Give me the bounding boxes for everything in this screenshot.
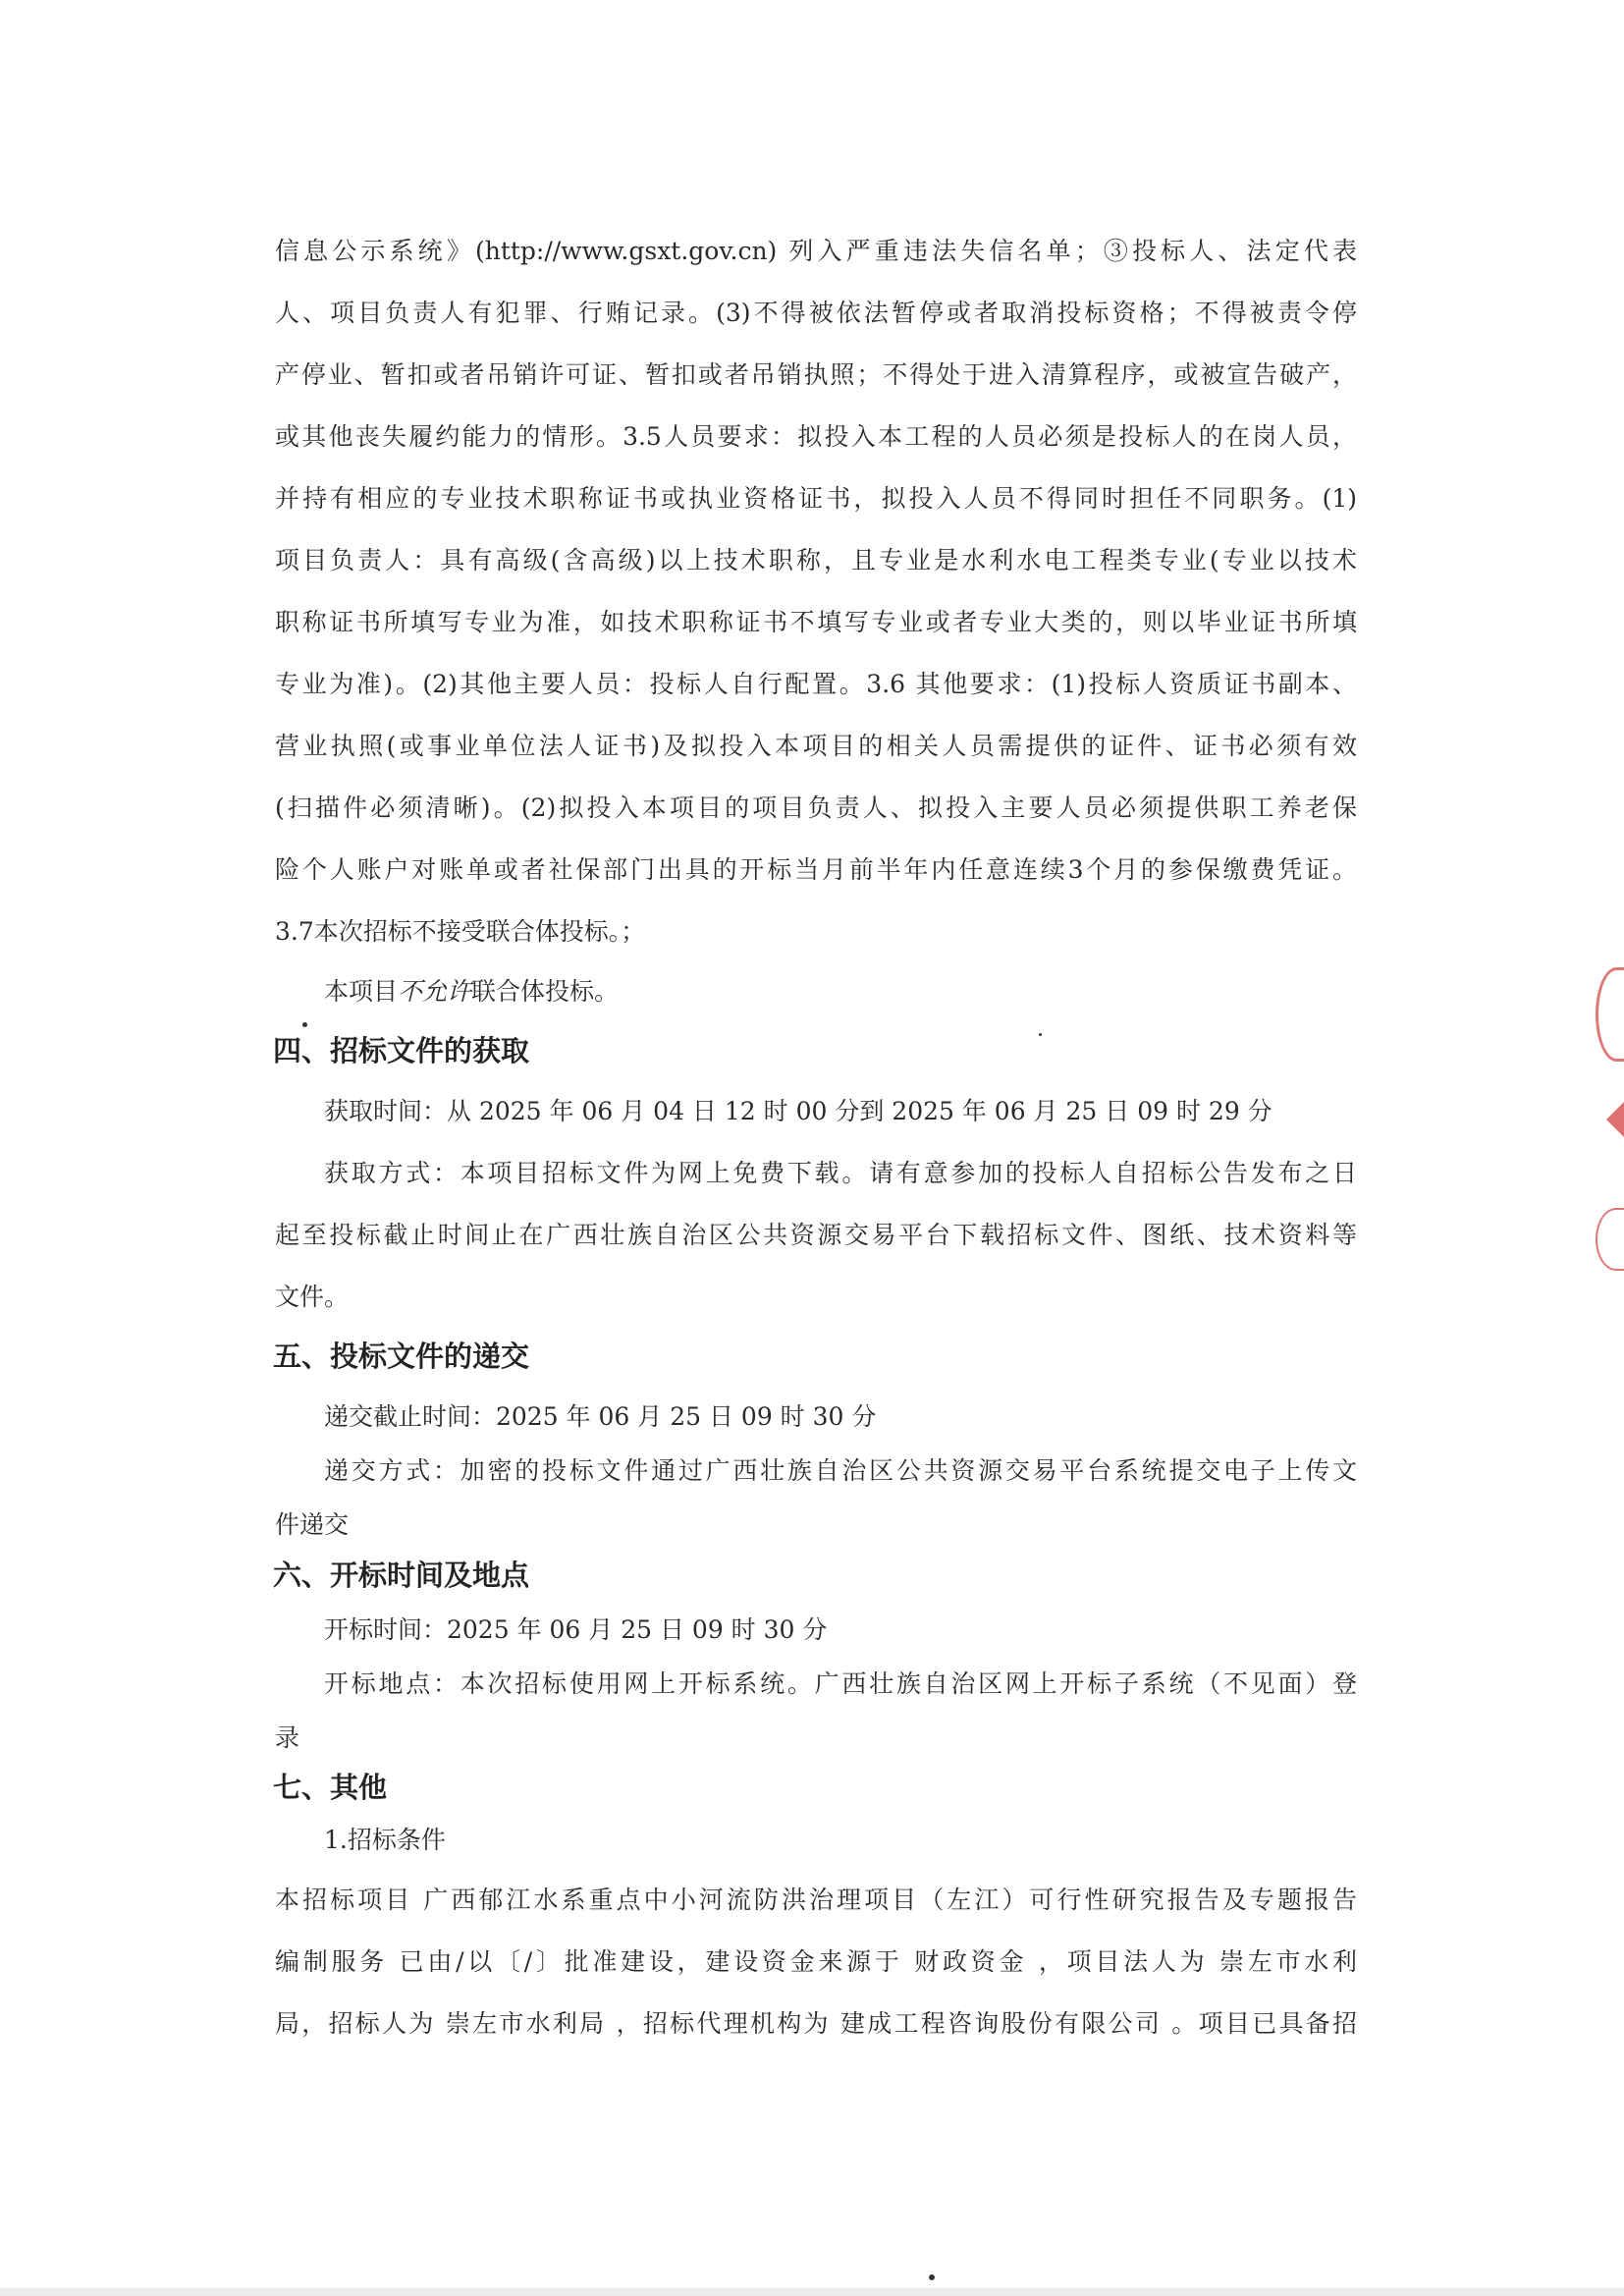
section-heading-4: 四、招标文件的获取 (273, 1034, 530, 1067)
body-line: 信息公示系统》(http://www.gsxt.gov.cn) 列入严重违法失信名单；③投标人、法定代表 (275, 237, 1357, 265)
section-heading-7: 七、其他 (273, 1771, 388, 1804)
scan-bottom-edge (0, 2288, 1624, 2296)
jv-prefix: 本项目 (324, 977, 399, 1006)
body-line: 险个人账户对账单或者社保部门出具的开标当月前半年内任意连续3个月的参保缴费凭证。 (275, 855, 1357, 884)
red-seal-edge (1596, 967, 1624, 1062)
acquire-method-cont: 文件。 (275, 1283, 350, 1311)
joint-venture-note (324, 975, 1357, 1009)
body-line: 或其他丧失履约能力的情形。3.5人员要求：拟投入本工程的人员必须是投标人的在岗人员， (275, 422, 1357, 451)
body-line: 3.7本次招标不接受联合体投标。； (275, 917, 646, 946)
submit-deadline: 递交截止时间：2025 年 06 月 25 日 09 时 30 分 (324, 1402, 877, 1431)
acquire-method-cont: 起至投标截止时间止在广西壮族自治区公共资源交易平台下载招标文件、图纸、技术资料等 (275, 1221, 1357, 1249)
jv-suffix: 联合体投标。 (471, 977, 620, 1006)
scan-speck (302, 1022, 307, 1027)
red-seal-star (1606, 1090, 1624, 1149)
scan-speck (929, 2274, 935, 2280)
jv-italic: 不允许 (398, 977, 472, 1006)
subsection-title: 1.招标条件 (324, 1826, 446, 1854)
body-line: 局，招标人为 崇左市水利局 ，招标代理机构为 建成工程咨询股份有限公司 。项目已具备招 (275, 2009, 1357, 2038)
opening-place-cont: 录 (275, 1723, 300, 1752)
body-line: 产停业、暂扣或者吊销许可证、暂扣或者吊销执照；不得处于进入清算程序，或被宣告破产， (275, 360, 1357, 389)
acquire-method: 获取方式：本项目招标文件为网上免费下载。请有意参加的投标人自招标公告发布之日 (324, 1159, 1357, 1187)
body-line: 编制服务 已由/以〔/〕批准建设，建设资金来源于 财政资金 ，项目法人为 崇左市水利 (275, 1947, 1357, 1976)
body-line: 项目负责人：具有高级(含高级)以上技术职称，且专业是水利水电工程类专业(专业以技术 (275, 546, 1357, 574)
opening-place: 开标地点：本次招标使用网上开标系统。广西壮族自治区网上开标子系统（不见面）登 (324, 1669, 1357, 1698)
scan-speck (1039, 1033, 1042, 1036)
submit-method: 递交方式：加密的投标文件通过广西壮族自治区公共资源交易平台系统提交电子上传文 (324, 1456, 1357, 1485)
red-seal-arc (1596, 1208, 1624, 1271)
opening-time: 开标时间：2025 年 06 月 25 日 09 时 30 分 (324, 1615, 828, 1644)
acquire-time: 获取时间：从 2025 年 06 月 04 日 12 时 00 分到 2025 年 06 月 25 日 09 时 29 分 (324, 1097, 1272, 1125)
submit-method-cont: 件递交 (275, 1510, 350, 1539)
section-heading-6: 六、开标时间及地点 (273, 1558, 530, 1592)
body-line: 人、项目负责人有犯罪、行贿记录。(3)不得被依法暂停或者取消投标资格；不得被责令停 (275, 299, 1357, 327)
body-line: 专业为准)。(2)其他主要人员：投标人自行配置。3.6 其他要求：(1)投标人资质证书副本、 (275, 670, 1357, 698)
body-line: 并持有相应的专业技术职称证书或执业资格证书，拟投入人员不得同时担任不同职务。(1) (275, 484, 1357, 513)
body-line: 本招标项目 广西郁江水系重点中小河流防洪治理项目（左江）可行性研究报告及专题报告 (275, 1886, 1357, 1914)
body-line: 营业执照(或事业单位法人证书)及拟投入本项目的相关人员需提供的证件、证书必须有效 (275, 732, 1357, 760)
section-heading-5: 五、投标文件的递交 (273, 1339, 530, 1373)
body-line: (扫描件必须清晰)。(2)拟投入本项目的项目负责人、拟投入主要人员必须提供职工养老保 (275, 793, 1357, 822)
body-line: 职称证书所填写专业为准，如技术职称证书不填写专业或者专业大类的，则以毕业证书所填 (275, 608, 1357, 636)
